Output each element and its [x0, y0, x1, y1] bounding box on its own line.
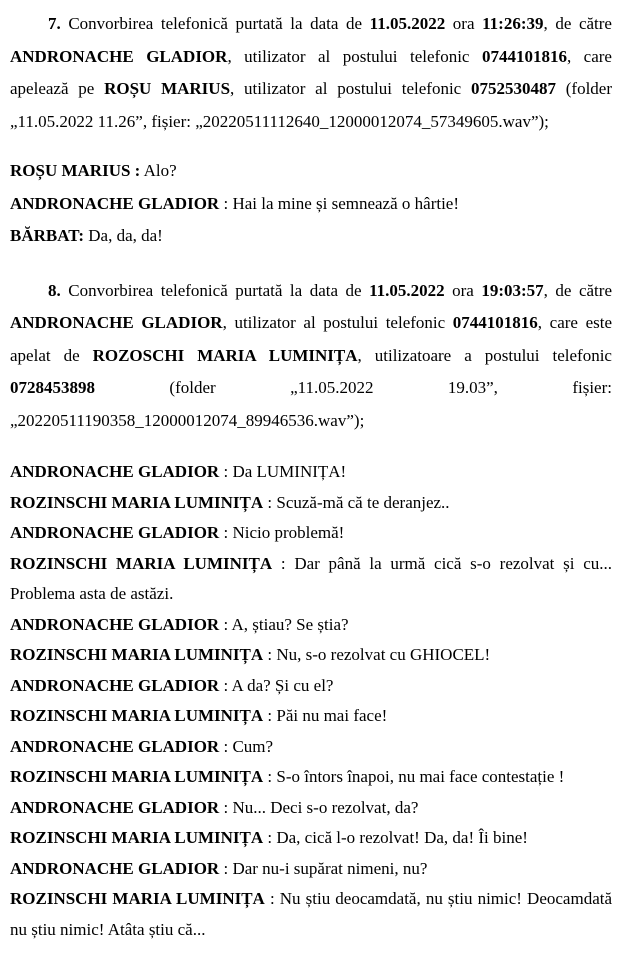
plain-text: : Nu știu deocamdată, nu știu nimic! Deocamdată nu știu nimic! Atâta știu că... [10, 889, 613, 939]
plain-text: : Hai la mine și semnează o hârtie! [219, 193, 460, 213]
dialog-line [10, 884, 612, 945]
plain-text: , utilizator al postului telefonic [230, 79, 471, 98]
plain-text: , utilizator al postului telefonic [222, 313, 453, 332]
dialog-line [10, 488, 612, 519]
plain-text: : Scuză-mă că te deranjez.. [263, 492, 450, 512]
plain-text: Da, da, da! [84, 226, 163, 245]
bold-text: ANDRONACHE GLADIOR [10, 736, 220, 756]
plain-text: : Păi nu mai face! [263, 706, 388, 725]
paragraph-line [10, 8, 612, 138]
bold-text: ANDRONACHE GLADIOR [10, 193, 220, 213]
bold-text: ROZOSCHI MARIA LUMINIȚA [92, 345, 358, 365]
dialog-line [10, 823, 612, 854]
bold-text: ROZINSCHI MARIA LUMINIȚA [10, 889, 265, 908]
dialog-line [10, 518, 612, 549]
bold-text: ROZINSCHI MARIA LUMINIȚA [10, 767, 264, 786]
bold-text: 11.05.2022 [369, 280, 445, 300]
plain-text: Alo? [140, 161, 177, 180]
plain-text: , care apelează pe [10, 46, 612, 98]
plain-text: : Nu... Deci s-o rezolvat, da? [219, 797, 419, 817]
bold-text: ANDRONACHE GLADIOR [10, 797, 220, 817]
plain-text: Convorbirea telefonică purtată la data de [60, 280, 370, 300]
bold-text: ANDRONACHE GLADIOR [10, 313, 223, 332]
paragraph-7-call-header [10, 8, 612, 138]
bold-text: ROZINSCHI MARIA LUMINIȚA [10, 553, 273, 573]
bold-text: 19:03:57 [481, 280, 544, 300]
plain-text: : Dar nu-i supărat nimeni, nu? [219, 858, 428, 878]
plain-text: , de către [543, 14, 612, 33]
bold-text: ANDRONACHE GLADIOR [10, 46, 228, 66]
bold-text: 0752530487 [470, 79, 556, 98]
dialog-line [10, 671, 612, 702]
plain-text: Convorbirea telefonică purtată la data de [60, 14, 370, 33]
bold-text: ROZINSCHI MARIA LUMINIȚA [10, 492, 264, 512]
plain-text: ora [445, 14, 483, 33]
plain-text: : Cum? [219, 736, 274, 756]
dialog-line [10, 220, 612, 253]
paragraph-8-call-header [10, 275, 612, 438]
plain-text: : Dar până la urmă cică s-o rezolvat și cu... Problema asta de astăzi. [10, 553, 613, 603]
bold-text: ANDRONACHE GLADIOR [10, 858, 220, 878]
plain-text: , care este apelat de [10, 313, 613, 365]
dialog-line [10, 640, 612, 671]
plain-text: : Nicio problemă! [219, 523, 345, 542]
bold-text: ANDRONACHE GLADIOR [10, 675, 220, 695]
bold-text: ROȘU MARIUS [104, 79, 231, 98]
plain-text: (folder „11.05.2022 19.03”, fișier: „20220511190358_12000012074_89946536.wav”); [10, 378, 612, 430]
dialog-line [10, 155, 612, 188]
dialog-transcript-2 [10, 457, 612, 945]
bold-text: ROȘU MARIUS : [10, 161, 141, 180]
bold-text: 7. [48, 14, 61, 33]
bold-text: 0728453898 [10, 378, 95, 397]
bold-text: ANDRONACHE GLADIOR [10, 523, 220, 542]
plain-text: , utilizatoare a postului telefonic [357, 345, 612, 365]
bold-text: 11:26:39 [482, 14, 544, 33]
plain-text: ora [444, 280, 482, 300]
plain-text: : A, știau? Se știa? [219, 614, 349, 634]
bold-text: ROZINSCHI MARIA LUMINIȚA [10, 645, 264, 664]
plain-text: : A da? Și cu el? [219, 675, 334, 695]
bold-text: ROZINSCHI MARIA LUMINIȚA [10, 706, 264, 725]
plain-text: (folder „11.05.2022 11.26”, fișier: „20220511112640_12000012074_57349605.wav”); [10, 79, 612, 131]
plain-text: : Da, cică l-o rezolvat! Da, da! Îi bine! [263, 828, 528, 847]
plain-text: , de către [543, 280, 612, 300]
dialog-line [10, 762, 612, 793]
bold-text: ANDRONACHE GLADIOR [10, 614, 220, 634]
dialog-transcript-1 [10, 155, 612, 253]
dialog-line [10, 854, 612, 885]
paragraph-line [10, 275, 612, 438]
bold-text: 11.05.2022 [369, 14, 446, 33]
plain-text: : S-o întors înapoi, nu mai face contestație ! [263, 767, 565, 786]
bold-text: BĂRBAT: [10, 226, 84, 245]
plain-text: , utilizator al postului telefonic [227, 46, 482, 66]
plain-text: : Da LUMINIȚA! [219, 462, 347, 481]
dialog-line [10, 610, 612, 641]
bold-text: 8. [48, 280, 61, 300]
bold-text: 0744101816 [452, 313, 538, 332]
dialog-line [10, 549, 612, 610]
bold-text: 0744101816 [481, 46, 567, 66]
plain-text: : Nu, s-o rezolvat cu GHIOCEL! [263, 645, 491, 664]
dialog-line [10, 701, 612, 732]
dialog-line [10, 188, 612, 221]
dialog-line [10, 732, 612, 763]
dialog-line [10, 793, 612, 824]
bold-text: ANDRONACHE GLADIOR [10, 462, 220, 481]
dialog-line [10, 457, 612, 488]
bold-text: ROZINSCHI MARIA LUMINIȚA [10, 828, 264, 847]
